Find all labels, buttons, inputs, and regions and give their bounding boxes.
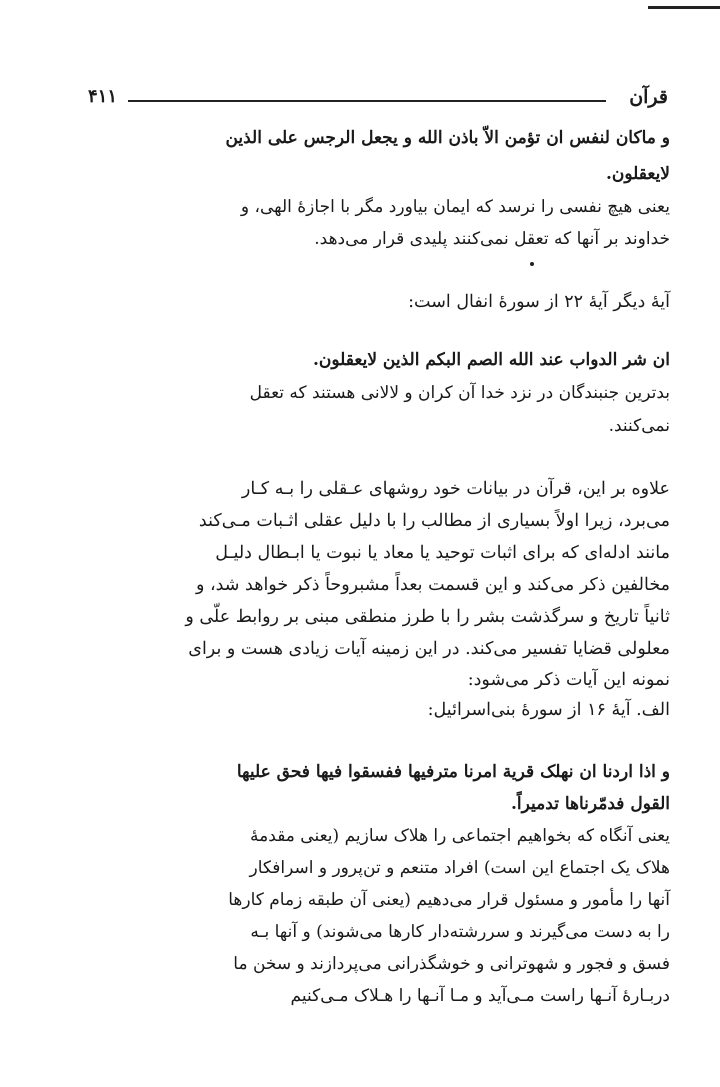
- paragraph-line: معلولی قضایا تفسیر می‌کند. در این زمینه آیات زیادی هست و برای: [188, 639, 670, 659]
- translation-line: آنها را مأمور و مسئول قرار می‌دهیم (یعنی آن طبقه زمام کارها: [228, 890, 670, 910]
- translation-line: خداوند بر آنها که تعقل نمی‌کنند پلیدی قرار می‌دهد.: [314, 229, 670, 249]
- translation-line: را به دست می‌گیرند و سررشته‌دار کارها می‌شوند) و آنها بـه: [250, 922, 670, 942]
- header-title: قرآن: [629, 86, 668, 108]
- arabic-verse-line: لایعقلون.: [605, 164, 670, 184]
- paragraph-line: مخالفین ذکر می‌کند و این قسمت بعداً مشبروحاً ذکر خواهد شد، و: [195, 575, 670, 595]
- translation-line: بدترین جنبندگان در نزد خدا آن کران و لالانی هستند که تعقل: [249, 383, 670, 403]
- arabic-verse-line: القول فدمّرناها تدمیراً.: [511, 794, 670, 814]
- running-header: [88, 86, 668, 114]
- paragraph-line: علاوه بر این، قرآن در بیانات خود روشهای عـقلی را بـه کـار: [241, 479, 670, 499]
- translation-line: نمی‌کنند.: [608, 416, 670, 436]
- intro-line: آیهٔ دیگر آیهٔ ۲۲ از سورهٔ انفال است:: [408, 292, 670, 312]
- translation-line: یعنی آنگاه که بخواهیم اجتماعی را هلاک سازیم (یعنی مقدمهٔ: [250, 826, 670, 846]
- section-label: الف. آیهٔ ۱۶ از سورهٔ بنی‌اسرائیل:: [427, 700, 670, 720]
- paragraph-line: مانند ادله‌ای که برای اثبات توحید یا معاد یا نبوت یا ابـطال دلیـل: [215, 543, 670, 563]
- paragraph-line: نمونه این آیات ذکر می‌شود:: [467, 670, 670, 690]
- arabic-verse-line: و اذا اردنا ان نهلک قریة امرنا مترفیها ففسقوا فیها فحق علیها: [236, 762, 670, 782]
- translation-line: دربـارهٔ آنـها راست مـی‌آید و مـا آنـها را هـلاک مـی‌کنیم: [290, 986, 670, 1006]
- paragraph-line: ثانیاً تاریخ و سرگذشت بشر را با طرز منطقی مبنی بر روابط علّی و: [185, 607, 670, 627]
- paragraph-line: می‌برد، زیرا اولاً بسیاری از مطالب را با دلیل عقلی اثـبات مـی‌کند: [198, 511, 670, 531]
- translation-line: هلاک یک اجتماع این است) افراد متنعم و تن‌پرور و اسرافکار: [249, 858, 670, 878]
- stray-dot: [530, 262, 534, 266]
- page-number: ۴۱۱: [88, 86, 118, 107]
- translation-line: فسق و فجور و شهوترانی و خوشگذرانی می‌پردازند و سخن ما: [233, 954, 670, 974]
- corner-mark: [648, 6, 720, 9]
- arabic-verse-line: ان شر الدواب عند الله الصم البکم الذین لایعقلون.: [312, 350, 670, 370]
- header-rule: [128, 100, 606, 102]
- translation-line: یعنی هیچ نفسی را نرسد که ایمان بیاورد مگر با اجازهٔ الهی، و: [240, 197, 670, 217]
- arabic-verse-line: و ماکان لنفس ان تؤمن الاّ باذن الله و یجعل الرجس علی الذین: [225, 128, 670, 148]
